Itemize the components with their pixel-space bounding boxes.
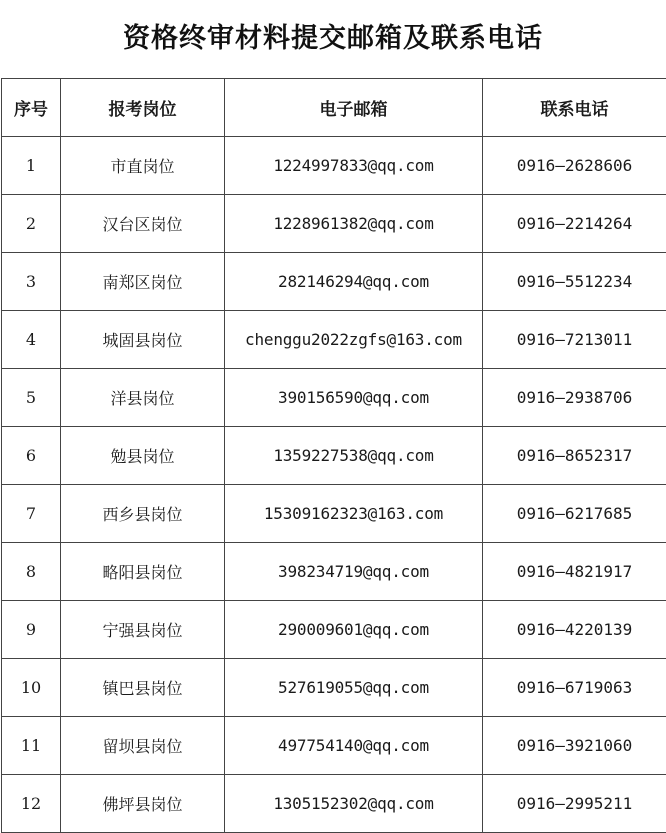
cell-post: 市直岗位 xyxy=(61,137,225,195)
cell-seq: 6 xyxy=(2,427,61,485)
table-row xyxy=(2,195,666,253)
cell-phone: 0916—2628606 xyxy=(483,137,666,195)
header-email: 电子邮箱 xyxy=(225,79,483,137)
cell-seq: 10 xyxy=(2,659,61,717)
cell-seq: 12 xyxy=(2,775,61,833)
cell-email: 497754140@qq.com xyxy=(225,717,483,775)
cell-email: 1359227538@qq.com xyxy=(225,427,483,485)
cell-post: 佛坪县岗位 xyxy=(61,775,225,833)
cell-email: 15309162323@163.com xyxy=(225,485,483,543)
cell-post: 洋县岗位 xyxy=(61,369,225,427)
table-row xyxy=(2,137,666,195)
cell-phone: 0916—2995211 xyxy=(483,775,666,833)
table-row xyxy=(2,253,666,311)
cell-post: 留坝县岗位 xyxy=(61,717,225,775)
table-row xyxy=(2,427,666,485)
table-row xyxy=(2,601,666,659)
cell-email: 1305152302@qq.com xyxy=(225,775,483,833)
cell-phone: 0916—4220139 xyxy=(483,601,666,659)
cell-post: 勉县岗位 xyxy=(61,427,225,485)
cell-post: 南郑区岗位 xyxy=(61,253,225,311)
cell-email: 527619055@qq.com xyxy=(225,659,483,717)
table-header-row xyxy=(2,79,666,137)
cell-seq: 9 xyxy=(2,601,61,659)
table-row xyxy=(2,543,666,601)
cell-seq: 1 xyxy=(2,137,61,195)
cell-seq: 7 xyxy=(2,485,61,543)
cell-email: 1228961382@qq.com xyxy=(225,195,483,253)
cell-seq: 2 xyxy=(2,195,61,253)
cell-email: 390156590@qq.com xyxy=(225,369,483,427)
table-row xyxy=(2,717,666,775)
cell-post: 汉台区岗位 xyxy=(61,195,225,253)
cell-phone: 0916—6719063 xyxy=(483,659,666,717)
cell-post: 镇巴县岗位 xyxy=(61,659,225,717)
cell-email: 282146294@qq.com xyxy=(225,253,483,311)
cell-phone: 0916—5512234 xyxy=(483,253,666,311)
page-title: 资格终审材料提交邮箱及联系电话 xyxy=(123,23,543,54)
header-post: 报考岗位 xyxy=(61,79,225,137)
cell-phone: 0916—6217685 xyxy=(483,485,666,543)
table-row xyxy=(2,311,666,369)
cell-seq: 11 xyxy=(2,717,61,775)
cell-post: 宁强县岗位 xyxy=(61,601,225,659)
cell-phone: 0916—8652317 xyxy=(483,427,666,485)
cell-seq: 5 xyxy=(2,369,61,427)
table-row xyxy=(2,369,666,427)
header-phone: 联系电话 xyxy=(483,79,666,137)
cell-email: 398234719@qq.com xyxy=(225,543,483,601)
cell-post: 西乡县岗位 xyxy=(61,485,225,543)
cell-seq: 8 xyxy=(2,543,61,601)
header-seq: 序号 xyxy=(2,79,61,137)
cell-email: chenggu2022zgfs@163.com xyxy=(225,311,483,369)
cell-post: 城固县岗位 xyxy=(61,311,225,369)
contact-table xyxy=(1,78,666,833)
cell-seq: 4 xyxy=(2,311,61,369)
cell-phone: 0916—4821917 xyxy=(483,543,666,601)
cell-phone: 0916—2214264 xyxy=(483,195,666,253)
table-row xyxy=(2,659,666,717)
cell-email: 290009601@qq.com xyxy=(225,601,483,659)
table-row xyxy=(2,775,666,833)
cell-post: 略阳县岗位 xyxy=(61,543,225,601)
cell-phone: 0916—3921060 xyxy=(483,717,666,775)
table-row xyxy=(2,485,666,543)
cell-phone: 0916—7213011 xyxy=(483,311,666,369)
cell-phone: 0916—2938706 xyxy=(483,369,666,427)
cell-seq: 3 xyxy=(2,253,61,311)
cell-email: 1224997833@qq.com xyxy=(225,137,483,195)
